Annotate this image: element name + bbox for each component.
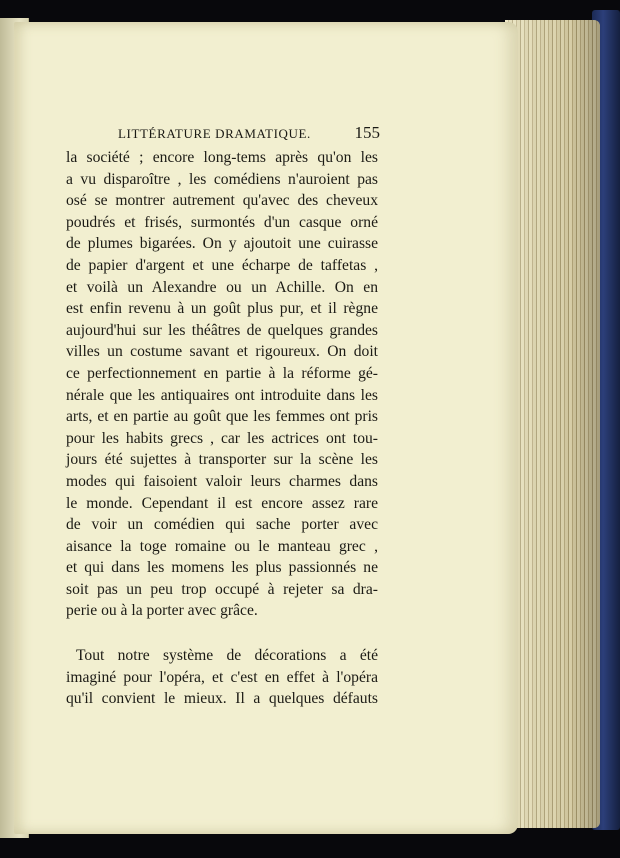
text-line: soit pas un peu trop occupé à rejeter sa dra- bbox=[66, 580, 378, 598]
text-line: ce perfectionnement en partie à la réforme gé- bbox=[66, 364, 378, 382]
text-line: le monde. Cependant il est encore assez rare bbox=[66, 494, 378, 512]
text-line: modes qui faisoient valoir leurs charmes dans bbox=[66, 472, 378, 490]
text-line: qu'il convient le mieux. Il a quelques défauts bbox=[66, 690, 378, 708]
text-line: la société ; encore long-tems après qu'on les bbox=[66, 149, 378, 166]
text-line: et voilà un Alexandre ou un Achille. On en bbox=[66, 278, 378, 296]
text-line: perie ou à la porter avec grâce. bbox=[66, 602, 258, 620]
text-line: aisance la toge romaine ou le manteau grec , bbox=[66, 537, 378, 555]
page-block-shading bbox=[505, 20, 600, 828]
text-line: poudrés et frisés, surmontés d'un casque orné bbox=[66, 213, 378, 231]
paragraph-gap bbox=[66, 622, 378, 645]
text-line: villes un costume savant et rigoureux. On doit bbox=[66, 343, 378, 361]
text-line: Tout notre système de décorations a été bbox=[76, 647, 378, 665]
text-line: nérale que les antiquaires ont introduite dans les bbox=[66, 386, 378, 404]
text-line: de plumes bigarées. On y ajoutoit une cuirasse bbox=[66, 235, 378, 253]
paragraph bbox=[66, 147, 378, 622]
text-line: est enfin revenu à un goût plus pur, et il règne bbox=[66, 300, 378, 318]
text-line: jours été sujettes à transporter sur la scène les bbox=[66, 451, 378, 469]
running-title: LITTÉRATURE DRAMATIQUE. bbox=[118, 126, 311, 141]
page-number: 155 bbox=[354, 123, 380, 142]
paragraph bbox=[66, 645, 378, 710]
text-line: arts, et en partie au goût que les femmes ont pris bbox=[66, 408, 378, 426]
text-line: imaginé pour l'opéra, et c'est en effet à l'opéra bbox=[66, 668, 378, 686]
body-text bbox=[66, 147, 378, 710]
page-header bbox=[118, 123, 380, 145]
text-line: osé se montrer autrement qu'avec des cheveux bbox=[66, 192, 378, 210]
text-line: pour les habits grecs , car les actrices ont tou- bbox=[66, 429, 378, 447]
text-line: de papier d'argent et une écharpe de taffetas , bbox=[66, 256, 378, 274]
text-line: et qui dans les momens les plus passionnés ne bbox=[66, 559, 378, 577]
text-line: de voir un comédien qui sache porter avec bbox=[66, 516, 378, 534]
text-line: aujourd'hui sur les théâtres de quelques grandes bbox=[66, 321, 378, 339]
text-line: a vu disparoître , les comédiens n'auroient pas bbox=[66, 170, 378, 188]
